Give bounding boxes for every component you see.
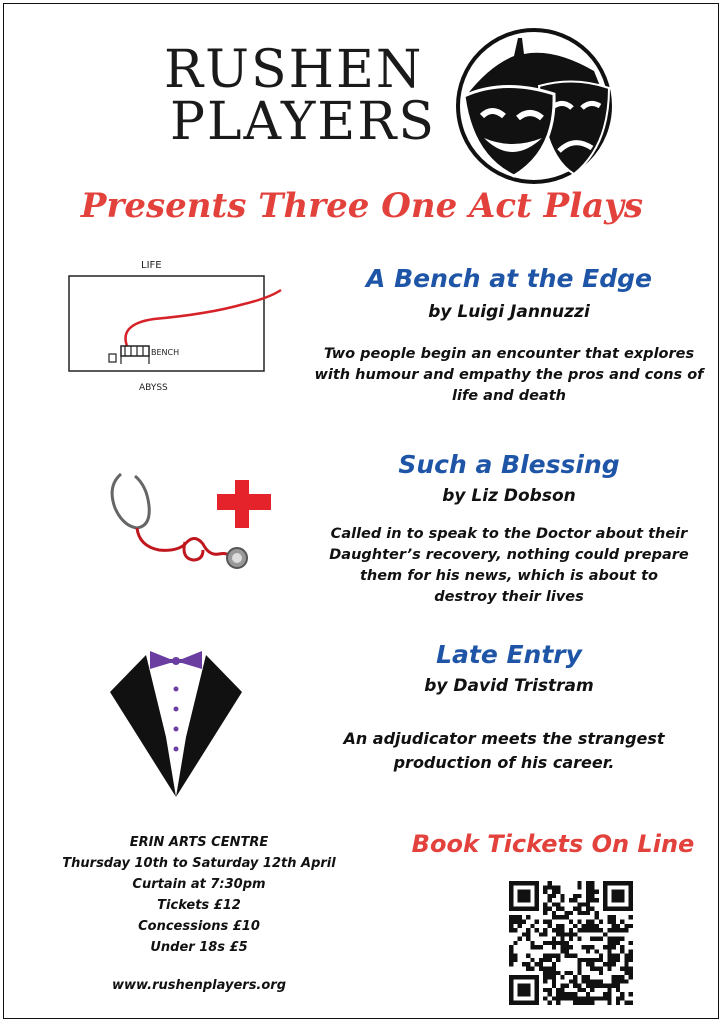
poster xyxy=(3,3,719,1019)
life-label: LIFE xyxy=(141,260,162,271)
stethoscope-and-red-cross-icon xyxy=(99,466,279,576)
headline: Presents Three One Act Plays xyxy=(80,186,644,226)
abyss-label: ABYSS xyxy=(139,383,168,393)
qr-code-icon[interactable] xyxy=(509,881,633,1005)
concessions-price: Concessions £10 xyxy=(138,919,260,934)
play-3-title: Late Entry xyxy=(436,640,582,669)
logo-line-1: RUSHEN xyxy=(164,40,424,100)
logo-line-2: PLAYERS xyxy=(170,92,437,152)
website-link[interactable]: www.rushenplayers.org xyxy=(111,978,287,993)
play-1-title: A Bench at the Edge xyxy=(366,264,652,293)
theatre-masks-icon xyxy=(444,26,624,186)
ticket-price: Tickets £12 xyxy=(157,898,241,913)
play-2-description: Called in to speak to the Doctor about their Daughter’s recovery, nothing could prepare them for his news, which is about to destroy their lives xyxy=(329,526,689,605)
bench-sketch-icon xyxy=(59,254,289,399)
under18-price: Under 18s £5 xyxy=(150,940,248,955)
play-2-title: Such a Blessing xyxy=(398,450,620,479)
bench-label: BENCH xyxy=(151,348,180,357)
play-1-author: by Luigi Jannuzzi xyxy=(428,302,590,322)
book-tickets-heading: Book Tickets On Line xyxy=(411,830,695,858)
curtain-time: Curtain at 7:30pm xyxy=(132,877,266,892)
play-1-description: Two people begin an encounter that explores with humour and empathy the pros and cons of life and death xyxy=(314,346,704,404)
logo-wordmark xyxy=(164,40,437,152)
tuxedo-bow-tie-icon xyxy=(106,647,246,802)
play-2-author: by Liz Dobson xyxy=(442,486,576,506)
venue-info xyxy=(54,832,344,958)
venue-dates: Thursday 10th to Saturday 12th April xyxy=(62,856,336,871)
play-3-author: by David Tristram xyxy=(424,676,594,696)
play-3-description: An adjudicator meets the strangest production of his career. xyxy=(343,729,665,772)
venue-name: ERIN ARTS CENTRE xyxy=(129,835,269,850)
